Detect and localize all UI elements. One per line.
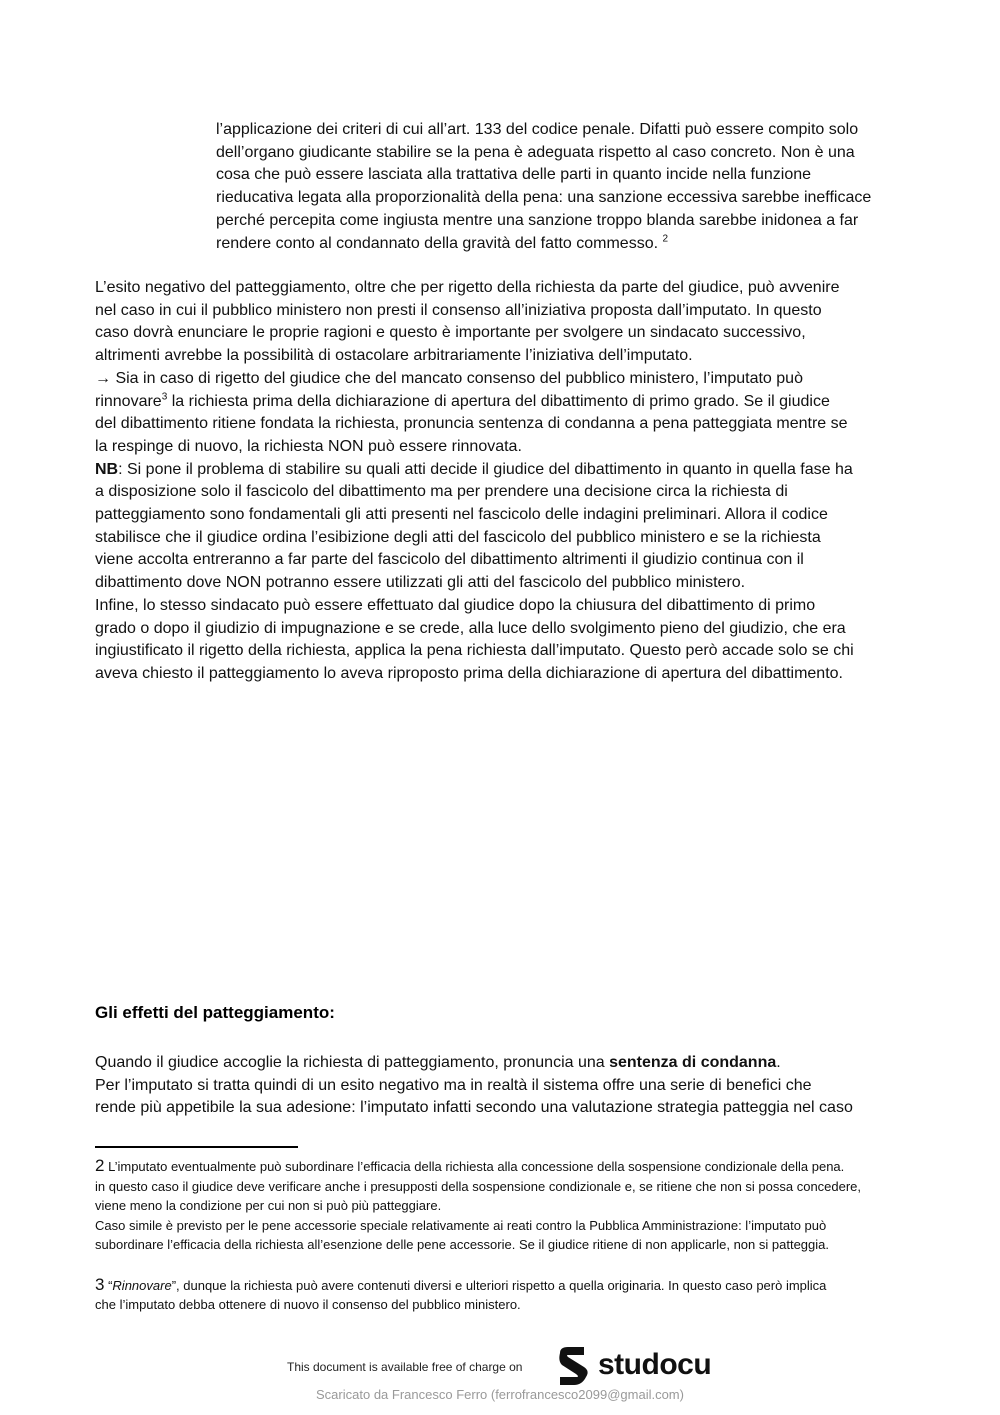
- text-line: [95, 391, 907, 414]
- footnote-2: [95, 1156, 907, 1255]
- text-line: che l’imputato debba ottenere di nuovo il consenso del pubblico ministero.: [95, 1297, 521, 1312]
- text-line: ingiustificato il rigetto della richiesta, applica la pena richiesta dall’imputato. Questo però accade solo se chi: [95, 642, 854, 660]
- text-span: Quando il giudice accoglie la richiesta di patteggiamento, pronuncia una: [95, 1054, 610, 1071]
- text-line: [95, 459, 907, 482]
- text-line: cosa che può essere lasciata alla trattativa delle parti in quanto incide nella funzione: [216, 166, 812, 184]
- footnote-divider: [95, 1146, 298, 1148]
- paragraph-rinnovare: [95, 368, 907, 459]
- text-span: : Si pone il problema di stabilire su quali atti decide il giudice del dibattimento in quanto in quella fase ha: [118, 460, 853, 478]
- text-line: a disposizione solo il fascicolo del dibattimento ma per prendere una decisione circa la richiesta di: [95, 483, 788, 501]
- paragraph-nb: [95, 459, 907, 595]
- main-text-block: [95, 277, 907, 686]
- text-line: viene accolta entreranno a far parte del fascicolo del dibattimento altrimenti il giudizio continua con il: [95, 551, 804, 569]
- text-line: del dibattimento ritiene fondata la richiesta, pronuncia sentenza di condanna a pena patteggiata mentre se: [95, 415, 848, 433]
- text-line: Caso simile è previsto per le pene accessorie speciale relativamente ai reati contro la Pubblica Amministrazione: l’imputato può: [95, 1217, 827, 1233]
- text-line: [95, 1275, 907, 1296]
- availability-text: This document is available free of charge on: [287, 1360, 523, 1374]
- text-span: , dunque la richiesta può avere contenuti diversi e ulteriori rispetto a quella originaria. In questo caso però implica: [176, 1277, 827, 1293]
- bold-term: sentenza di condanna: [609, 1054, 777, 1071]
- indented-paragraph: [216, 119, 908, 255]
- text-line: caso dovrà enunciare le proprie ragioni e questo è importante per svolgere un sindacato successivo,: [95, 324, 806, 342]
- text-line: [95, 1052, 907, 1075]
- text-line: grado o dopo il giudizio di impugnazione e se crede, alla luce dello svolgimento pieno del giudizio, che era: [95, 619, 846, 637]
- footnotes: [95, 1156, 907, 1315]
- text-span: .: [776, 1054, 781, 1071]
- text-span: L’imputato eventualmente può subordinare l’efficacia della richiesta alla concessione della sospensione condizionale della pena.: [104, 1159, 845, 1174]
- footnote-ref-2[interactable]: 2: [662, 233, 669, 245]
- text-line: in questo caso il giudice deve verificare anche i presupposti della sospensione condizionale e, se ritiene che non si possa concedere,: [95, 1178, 862, 1194]
- text-span: “: [104, 1277, 113, 1293]
- studocu-logo-icon: [554, 1345, 594, 1387]
- studocu-wordmark: studocu: [598, 1348, 712, 1381]
- section-heading: Gli effetti del patteggiamento:: [95, 1003, 335, 1022]
- text-line: patteggiamento sono fondamentali gli atti presenti nel fascicolo delle indagini preliminari. Allora il codice: [95, 506, 828, 524]
- text-line: Infine, lo stesso sindacato può essere effettuato dal giudice dopo la chiusura del dibattimento di primo: [95, 596, 816, 614]
- text-line: Per l’imputato si tratta quindi di un esito negativo ma in realtà il sistema offre una serie di benefici che: [95, 1076, 812, 1094]
- text-line: perché percepita come ingiusta mentre una sanzione troppo blanda sarebbe inidonea a far: [216, 211, 859, 229]
- text-line: la respinge di nuovo, la richiesta NON può essere rinnovata.: [95, 437, 522, 455]
- footnote-number: 3: [95, 1274, 105, 1294]
- studocu-banner[interactable]: [287, 1345, 727, 1387]
- text-line: dibattimento dove NON potranno essere utilizzati gli atti del fascicolo del pubblico ministero.: [95, 574, 746, 592]
- text-line: stabilisce che il giudice ordina l’esibizione degli atti del fascicolo del pubblico ministero e se la richiesta: [95, 528, 821, 546]
- text-line: subordinare l’efficacia della richiesta all’esenzione delle pene accessorie. Se il giudice ritiene di non applicarle, non si patteggia.: [95, 1237, 829, 1252]
- text-line: dell’organo giudicante stabilire se la pena è adeguata rispetto al caso concreto. Non è una: [216, 143, 855, 161]
- text-line: rende più appetibile la sua adesione: l’imputato infatti secondo una valutazione strategia patteggia nel caso: [95, 1099, 853, 1117]
- footnote-number: 2: [95, 1156, 105, 1175]
- paragraph-esito: [95, 277, 907, 368]
- text-line: viene meno la condizione per cui non si può più patteggiare.: [95, 1198, 442, 1213]
- text-span: rinnovare: [95, 392, 162, 410]
- paragraph-effetti: [95, 1052, 907, 1120]
- text-line: l’applicazione dei criteri di cui all’art. 133 del codice penale. Difatti può essere compito solo: [216, 121, 859, 138]
- footnote-3: [95, 1275, 907, 1315]
- italic-term: Rinnovare: [112, 1277, 172, 1293]
- text-line: nel caso in cui il pubblico ministero non presti il consenso all’iniziativa proposta dall’imputato. In questo: [95, 301, 822, 319]
- download-note: Scaricato da Francesco Ferro (ferrofrancesco2099@gmail.com): [316, 1387, 684, 1402]
- text-line: aveva chiesto il patteggiamento lo aveva riproposto prima della dichiarazione di apertura del dibattimento.: [95, 664, 843, 682]
- text-line: [216, 233, 908, 256]
- text-span: la richiesta prima della dichiarazione di apertura del dibattimento di primo grado. Se il giudice: [167, 392, 830, 410]
- paragraph-infine: [95, 595, 907, 686]
- text-line: → Sia in caso di rigetto del giudice che del mancato consenso del pubblico ministero, l’imputato può: [95, 369, 803, 387]
- spacer: [95, 1255, 907, 1275]
- text-line: rieducativa legata alla proporzionalità della pena: una sanzione eccessiva sarebbe inefficace: [216, 189, 872, 207]
- text-span: ”: [171, 1277, 177, 1293]
- footnote-ref-3[interactable]: 3: [161, 391, 168, 403]
- text-line: altrimenti avrebbe la possibilità di ostacolare arbitrariamente l’iniziativa dell’imputato.: [95, 347, 693, 365]
- text-line: L’esito negativo del patteggiamento, oltre che per rigetto della richiesta da parte del giudice, può avvenire: [95, 279, 840, 296]
- text-line: [95, 1156, 907, 1177]
- nb-label: NB: [95, 460, 119, 478]
- text-span: rendere conto al condannato della gravità del fatto commesso.: [216, 234, 663, 252]
